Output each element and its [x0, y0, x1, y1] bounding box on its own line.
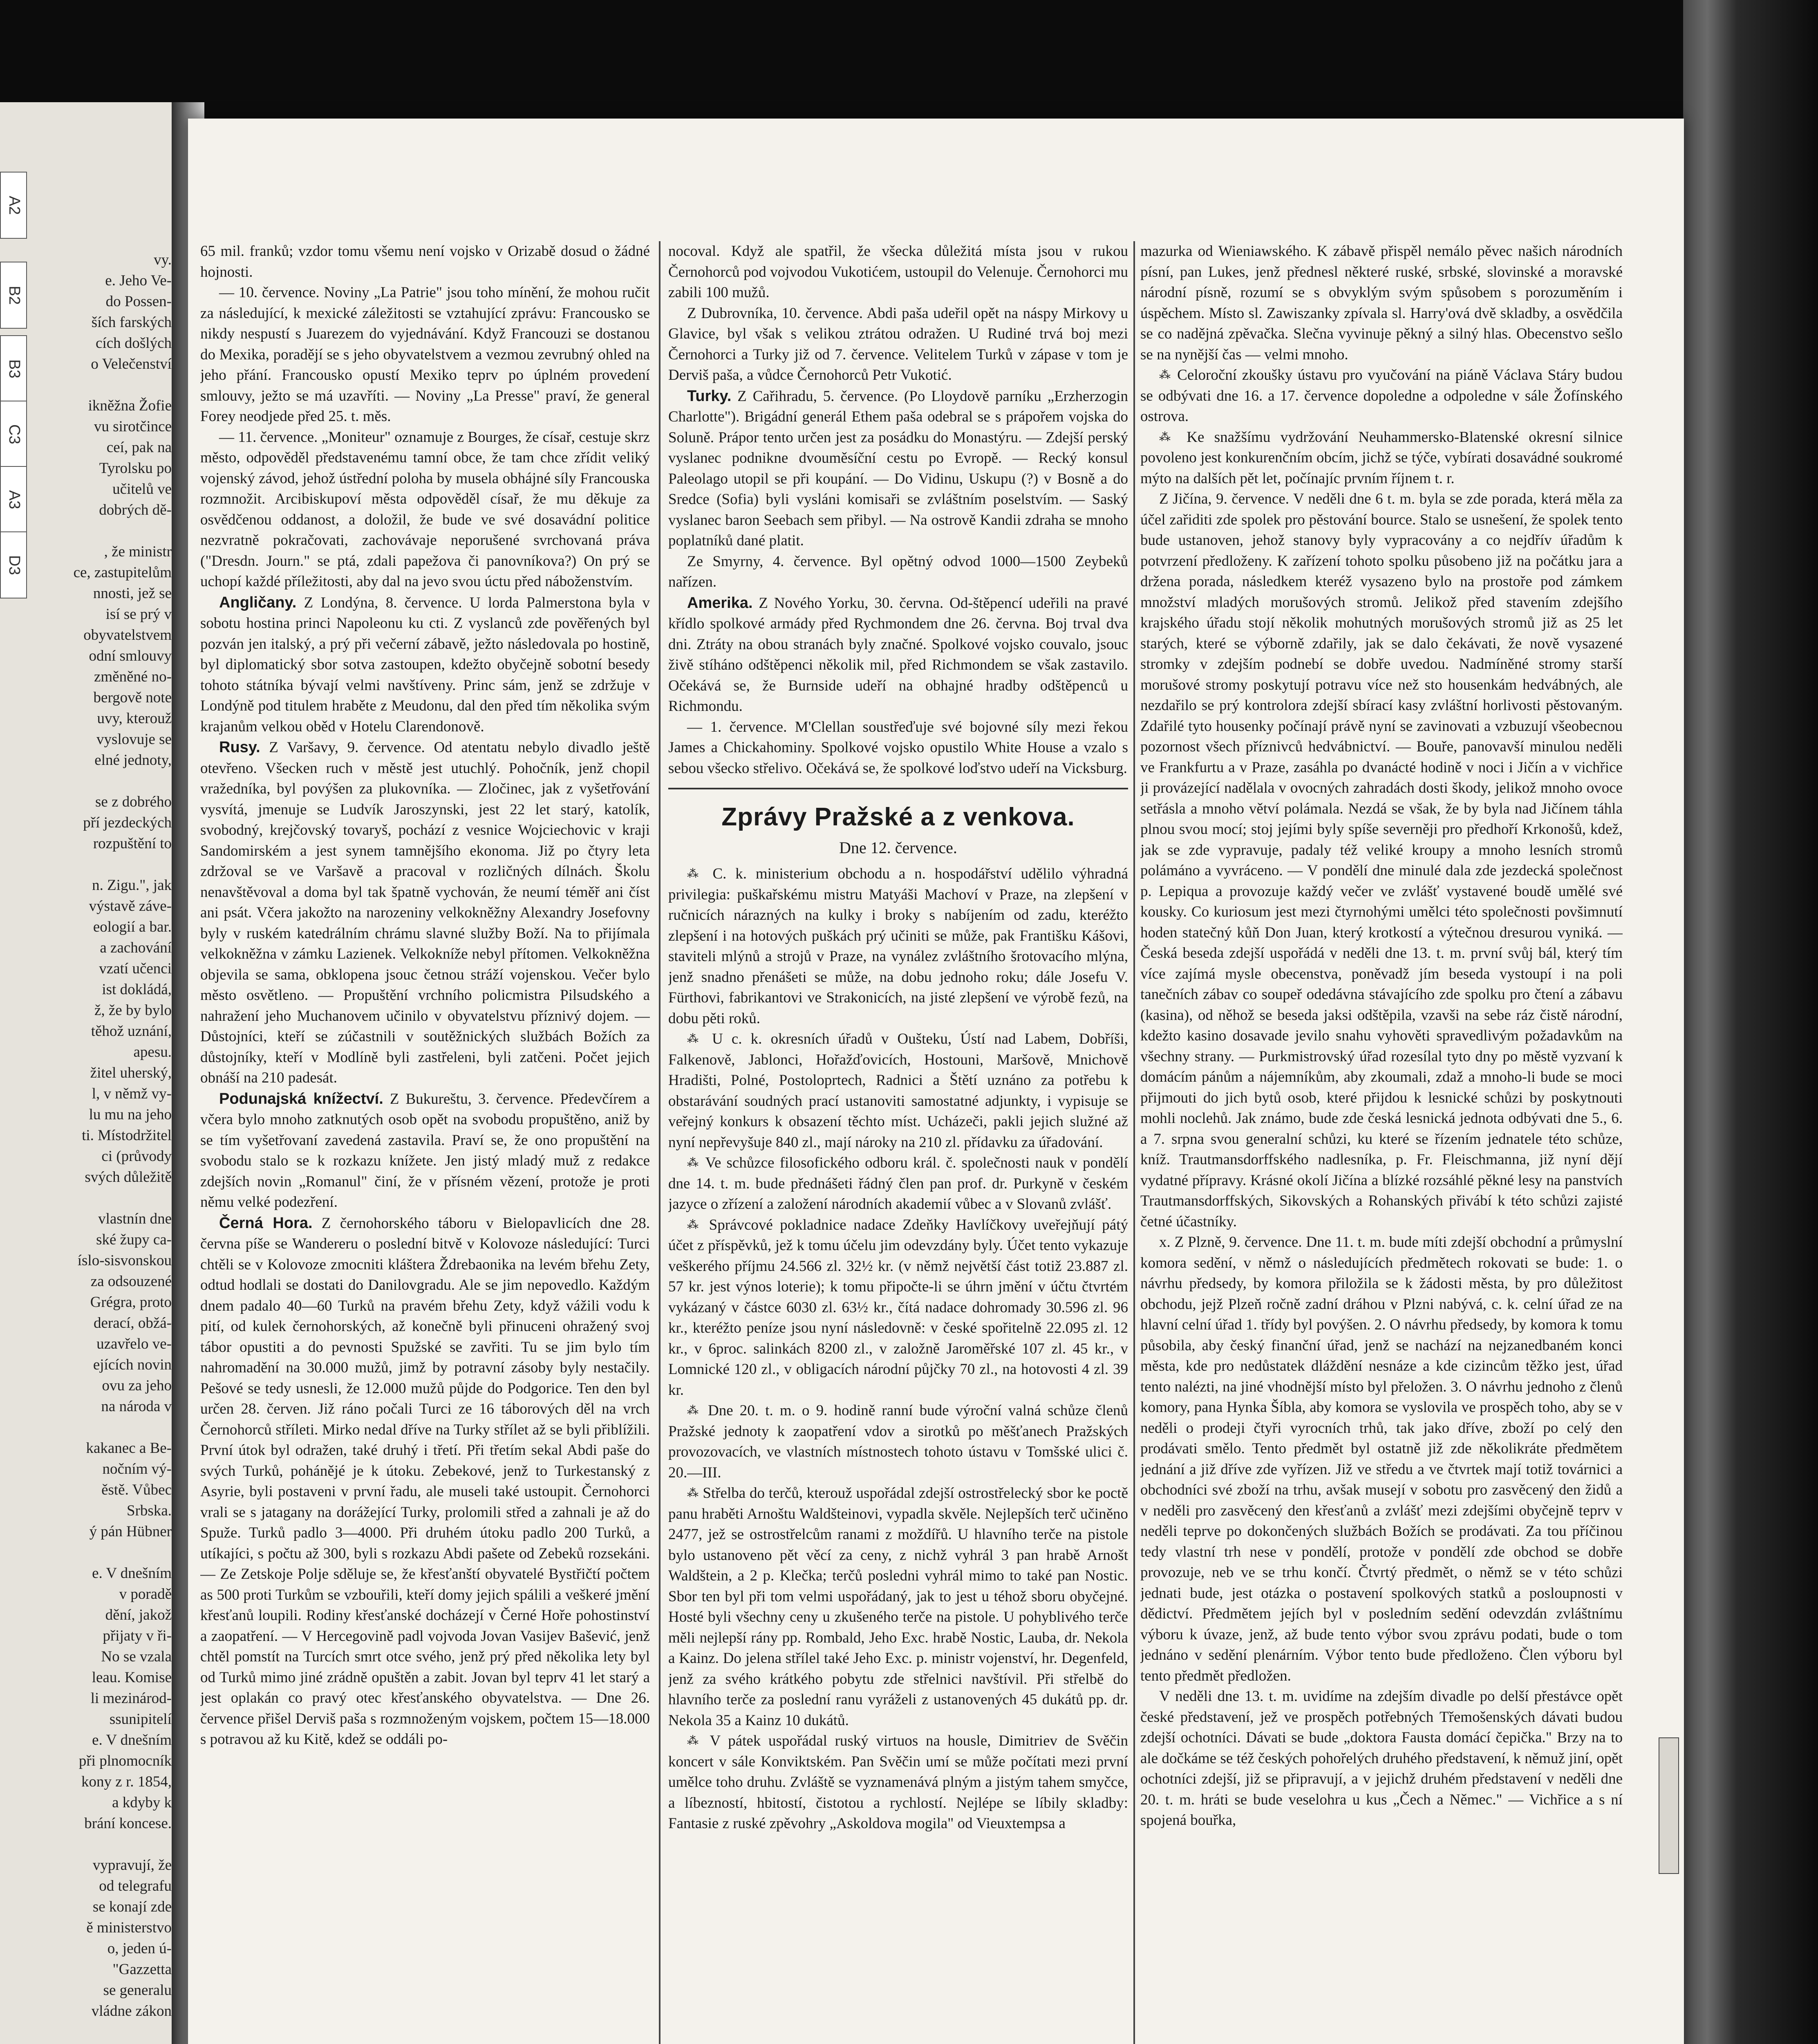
adjacent-text-line: bergově note — [93, 689, 172, 706]
paragraph-text: nocoval. Když ale spatřil, že všecka důležitá místa jsou v rukou Černohorců pod vojvodou Vukotićem, ustoupil do Velenuje. Černohorci mu zabili 100 mužů. — [668, 243, 1128, 301]
country-heading: Amerika. — [687, 594, 753, 612]
adjacent-text-line: a kdyby k — [112, 1794, 172, 1811]
adjacent-text-line: derací, obžá- — [93, 1315, 172, 1331]
adjacent-text-line: ti. Místodržitel — [82, 1127, 172, 1144]
registration-mark: A3 — [0, 466, 27, 533]
paragraph-text: Z Bukureštu, 3. července. Předevčírem a včera bylo mnoho zatknutých osob opět na svobodu propuštěno, aniž by se tím vyšetřovaní zavedená zastavila. Praví se, že ono propuštění na svobodu stalo se k rozkazu knížete. Jen jistý mladý muž z redakce zdejších novin „Romanul" činí, že v přísném vězení, protože je proti němu velké podezření. — [200, 1090, 650, 1210]
adjacent-text-line: brání koncese. — [84, 1815, 172, 1832]
adjacent-text-line: těhož uznání, — [91, 1023, 172, 1040]
adjacent-text-line: "Gazzetta — [112, 1961, 172, 1978]
adjacent-text-line: vyslovuje se — [96, 731, 172, 748]
column-rule — [659, 241, 660, 2044]
adjacent-text-line — [37, 1417, 172, 1438]
article-paragraph — [668, 1731, 1128, 1834]
adjacent-text-line: žitel uherský, — [90, 1065, 172, 1081]
adjacent-text-line: vzatí učenci — [99, 960, 172, 977]
paragraph-text: Z Jičína, 9. července. V neděli dne 6 t. m. byla se zde porada, která měla za účel zařiditi zde spolek pro pěstování bource. Stalo se usnešení, že spolek tento bude ustanoven, jehož stanovy byly vypracovány a co nejdřív úřadům k potvrzení předloženy. K zařízení tohoto spolku působeno již na počátku jara a držena porada, následkem kteréž vysazeno bylo na prostoře pod zámkem množství mladých morušových stromů. Jelikož před stavením zdejšího krajského úřadu stojí několik mohutných morušových stromů již as 25 let starých, které se výborně zdařily, jak se dalo čekávati, že nově vysazené stromky v zdejším podnebí se dobře uvedou. Nadmíněné stromy starší morušové stromy poskytují potravu více než sto housenkám hedvábných, ale nezdařilo se prý kontrolora zdejší sbírací kasy zvláštní horlivosti pěstovaným. Zdařilé tyto housenky počínají právě nyní se zavinovati a vzbuzují všeobecnou pozornost všech příznivců hedvábnictví. — Bouře, panovavší minulou neděli ve Frankfurtu a v Praze, zasáhla po dvanácté hodině v noci i Jičín a v vichřice ji provázející nadělala v ovocných zahradách dosti škody, jelikož mnoho ovoce setřásla a mnoho větví polámala. Nezdá se však, že by byla nad Jičínem táhla plnou svou mocí; stoj jejími byly spíše severněji pro předhoří Krkonošů, kdež, jak se zde vypravuje, padaly též veliké kroupy a mnoho lesních stromů polámáno a vyvráceno. — V pondělí dne minulé dala zde jezdecká společnost p. Lepiqua a provozuje každý večer ve zvlášť vystavené boudě umělé své kousky. Co kuriosum jest mezi čtyrnohými umělci této společnosti povšimnutí hoden statečný kůň Don Juan, který krotkostí a výtečnou dresurou vyniká. — Česká beseda zdejší uspořádá v neděli dne 13. t. m. první svůj bál, který tím více zajímá mysle obecenstva, poněvadž jím beseda vystoupí i na poli tanečních zábav co soupeř odedávna stávajícího zde spolku pro čtení a zábavu (kasina), od něhož se beseda jaksi odštěpila, vzavši na sebe ráz čistě národní, kdežto kasino dosavade jevilo snahu vyhověti spravedlivým požadavkům na všechny strany. — Purkmistrovský úřad rozesílal tyto dny po městě vyzvaní k domácím pánům a nájemníkům, aby zkoumali, zdaž a mnoho-li bude se moci přijmouti do jich bytů osob, které přijdou k lesnické schůzi by poskytnouti mohli noclehů. Jak známo, bude zde česká lesnická jednota odbývati dne 5., 6. a 7. srpna svou generalní schůzi, ku které se řízením jednatele této schůze, kníž. Trautmansdorffského nadlesníka, p. Fr. Fleischmanna, již nyní dějí vydatné přípravy. Krásné okolí Jičína a blízké rozsáhlé pěkné lesy na panstvích Trautmansdorffských, Sikovských a Rohanských přivábí k této schůzi zajisté četné účastníky. — [1140, 491, 1623, 1230]
adjacent-text-line: ž, že by bylo — [94, 1002, 172, 1019]
article-paragraph — [200, 1213, 650, 1750]
scanner-background-top — [0, 0, 1818, 119]
text-columns — [200, 241, 1672, 2044]
adjacent-text-line: íslo-sisvonskou — [77, 1252, 172, 1269]
adjacent-text-line: výstavě záve- — [89, 898, 172, 914]
article-paragraph — [1140, 1232, 1623, 1686]
adjacent-text-line: nnosti, jež se — [93, 585, 172, 602]
adjacent-page-strip — [0, 102, 176, 2044]
adjacent-text-line: dění, jakož — [105, 1607, 172, 1623]
adjacent-text-line: e. Jeho Ve- — [105, 272, 172, 289]
adjacent-text-line — [37, 1834, 172, 1855]
paragraph-text: Ve schůzce filosofického odboru král. č. společnosti nauk v pondělí dne 14. t. m. bude přednášeti řádný člen pan prof. dr. Purkyně v českém jazyce o zřízení a založení národních akademií vůbec a v Slovanů zvlášť. — [668, 1154, 1128, 1213]
adjacent-text-line: se konají zde — [92, 1898, 172, 1915]
paragraph-text: mazurka od Wieniawského. K zábavě přispěl nemálo pěvec našich národních písní, pan Lukes, jenž přednesl některé ruské, srbské, slovinské a moravské národní písně, rozumí se s obvyklým svým spůsobem s porozuměním i úspěchem. Místo sl. Zawiszanky zpívala sl. Harry'ová dvě skladby, a osvědčila se co nadějná zpěvačka. Slečna vyvinuje pěkný a silný hlas. Obecenstvo sešlo se na nynější čas — velmi mnoho. — [1140, 243, 1623, 363]
asterism-icon: ⁂ — [687, 1404, 701, 1417]
country-heading: Rusy. — [219, 739, 260, 756]
article-paragraph — [1140, 1686, 1623, 1831]
adjacent-text-line: změněné no- — [94, 668, 172, 685]
adjacent-text-line: e. V dnešním — [92, 1565, 172, 1582]
adjacent-text-line: ších farských — [91, 314, 172, 331]
paragraph-text: Z Dubrovníka, 10. července. Abdi paša udeřil opět na náspy Mirkovy u Glavice, byl však s velikou ztrátou odražen. U Rudiné trvá boj mezi Černohorci a Turky již od 7. července. Velitelem Turků v zápase v tom je Derviš paša, a vůdce Černohorců Petr Vukotić. — [668, 305, 1128, 383]
adjacent-text-line: dobrých dě- — [99, 502, 172, 518]
adjacent-text-line: ovu za jeho — [102, 1377, 172, 1394]
registration-mark: A2 — [0, 172, 27, 239]
adjacent-text-line: elné jednoty, — [94, 752, 172, 769]
adjacent-text-line: No se vzala — [101, 1648, 172, 1665]
country-heading: Angličany. — [219, 594, 297, 611]
adjacent-text-line: o, jeden ú- — [107, 1940, 172, 1957]
column-3 — [1140, 241, 1623, 2044]
article-paragraph — [200, 241, 650, 282]
adjacent-text-line: vypravují, že — [92, 1857, 172, 1874]
paragraph-text: U c. k. okresních úřadů v Oušteku, Ústí nad Labem, Dobříši, Falkenově, Jablonci, Hořažďovicích, Hostouni, Maršově, Mnichově Hradišti, Polné, Postoloprtech, Radnici a Štětí uznáno za potřebu k obstarávání soudných prací ustanoviti samostatné adjunkty, i vypisuje se veřejný konkurs k obsazení těchto míst. Ucházeči, pakli jejich služné až nyní nepřevyšuje 840 zl., mají nároky na 210 zl. přídavku za úřadování. — [668, 1031, 1128, 1151]
country-heading: Turky. — [687, 387, 732, 405]
adjacent-text-line: nočním vý- — [102, 1461, 172, 1477]
adjacent-text-line: rozpuštění to — [93, 835, 172, 852]
adjacent-text-line: se z dobrého — [95, 793, 172, 810]
paragraph-text: V pátek uspořádal ruský virtuos na housle, Dimitriev de Svěčin koncert v sále Konviktském. Pan Svěčin umí se může počítati mezi první umělce toho druhu. Zvláště se vyznamenává plným a jistým tahem smyčce, a líbezností, hbitostí, čistotou a rychlostí. Nejlépe se líbily skladby: Fantasie z ruské zpěvohry „Askoldova mogila" od Vieuxtempsa a — [668, 1732, 1128, 1832]
adjacent-text-line: uzavřelo ve- — [96, 1336, 172, 1352]
adjacent-text-line: kakanec a Be- — [86, 1440, 172, 1457]
section-date: Dne 12. července. — [839, 838, 957, 857]
adjacent-text-line: ce, zastupitelům — [73, 564, 172, 581]
adjacent-text-line: apesu. — [133, 1044, 172, 1060]
article-paragraph — [1140, 365, 1623, 427]
article-paragraph — [200, 1089, 650, 1213]
adjacent-text-line: Tyrolsku po — [99, 460, 172, 477]
adjacent-text-line: v poradě — [119, 1586, 172, 1602]
paragraph-text: C. k. ministerium obchodu a n. hospodářství udělilo výhradná privilegia: puškařskému mistru Matyáši Machoví v Praze, na zlepšení v ručnicích nárazných na kulky i broky s nabíjením od zadu, kteréžto zlepšení i na hotových puškách prý učiniti se může, pak Františku Kášovi, staviteli mlýnů a strojů v Praze, na vynález zvláštního šrotovacího mlýna, jenž snadno přenášeti se může, na dobu jednoho roku; dále Josefu V. Fürthovi, fabrikantovi ve Strakonicích, na jisté zlepšení ve výrobě fezů, na dobu pěti roků. — [668, 865, 1128, 1027]
paragraph-text: — 11. července. „Moniteur" oznamuje z Bourges, že císař, cestuje skrz město, odpověděl představenému tamní obce, že tam chce zřídit veliký vojenský závod, jehož ústřední poloha by musela obhájné síly Francouska rozmnožit. Arcibiskupoví města odpověděl císař, že mu děkuje za osvědčenou oddanost, a doložil, že bude ve své dosavádní politice nezvratně pokračovati, zachovávaje neporušené svrchovaná práva ("Dresdn. Journ." se ptá, zdali papežova či panovníkova?) On prý se uchopí každé příležitosti, aby dal na jevo svou úctu před náboženstvím. — [200, 428, 650, 590]
adjacent-text-line: ské župy ca- — [96, 1231, 172, 1248]
adjacent-text-line — [37, 1542, 172, 1563]
registration-marks — [0, 172, 29, 2044]
adjacent-text-line: svých důležitě — [85, 1169, 172, 1186]
section-divider — [668, 788, 1128, 789]
paragraph-text: Z Nového Yorku, 30. června. Od-štěpencí udeřili na pravé křídlo spolkové armády před Rychmondem dne 26. června. Boj trval dva dni. Ztráty na obou stranách byly značné. Spolkové vojsko couvalo, jsouc živě stíháno odštěpenci několik mil, před Richmondem se však zastavilo. Očekává se, že Burnside udeří na obhajné hradby odštěpenců u Richmondu. — [668, 594, 1128, 715]
adjacent-text-line: a zachování — [100, 939, 172, 956]
adjacent-text-line: cích došlých — [96, 335, 172, 352]
adjacent-page-text — [37, 249, 172, 2044]
paragraph-text: Z černohorského táboru v Bielopavlicích dne 28. června píše se Wandereru o poslední bitvě v Kolovoze následující: Turci chtěli se v Kolovoze zmocniti kláštera Ždrebaonika na levém břehu Zety, odtud hodlali se dostati do Danilovgradu. Ale se jim nepovedlo. Každým dnem padalo 40—60 Turků na pravém břehu Zety, když vážili vodu k pití, od kulek černohorských, až konečně byli přinuceni ohražený svoj tábor opustiti a do pevnosti Spužské se zavřiti. Tu se jim bylo tím nahromadění na 30.000 mužů, jimž by potravní zásoby byly nestačily. Pešové se tedy usnesli, že 12.000 mužů půjde do Podgorice. Ten den byl určen 28. červen. Již ráno počali Turci ze 16 táborových děl na vrch Černohorců stříleti. Mirko nedal dříve na Turky střílet až se byli přiblížili. První útok byl odražen, také druhý i třetí. Při třetím sekal Abdi paše do svých Turků, pohánějé je k útoku. Zebekové, jenž to Turkestanský z Asyrie, byli postaveni v první řadu, ale museli také ustoupit. Černohorci vrali se s jatagany na dorážející Turky, prolomili střed a zahnali je až do Spuže. Turků padlo 3—4000. Při druhém útoku padlo 200 Turků, a utíkajíci, s počtu až 300, byli s rozkazu Abdi pašete od Zebeků rozsekáni. — Ze Zetskoje Polje sděluje se, že křesťanští obyvatelé Bystřičtí počtem as 500 proti Turkům se vzbouřili, kteří domy jejich spálili a veškeré jmění křesťanů loupili. Rodiny křesťanské docházejí v Černé Hoře pohostinství a zaopatření. — V Hercegovině padl vojvoda Jovan Vasijev Bašević, jenž chtěl pomstít na Turcích smrt otce svého, jenž prý před několika lety byl od Turků mimo jiné zrádně opuštěn a zabit. Jovan byl teprv 41 let starý a jest oplakán co pravý otec křesťanského obyvatelstva. — Dne 26. července přišel Derviš paša s rozmnoženým vojskem, počtem 15—18.000 s potravou až ku Kitě, kdež se oddáli po- — [200, 1215, 650, 1748]
asterism-icon: ⁂ — [687, 1218, 702, 1231]
adjacent-text-line: vládne zákon — [91, 2003, 172, 2019]
paragraph-text: Dne 20. t. m. o 9. hodině ranní bude výroční valná schůze členů Pražské jednoty k zaopatření vdov a sirotků po měšťanech Pražských provozovacích, ve vlastních místnostech tohoto ústavu v Tomšské ulici č. 20.—III. — [668, 1402, 1128, 1481]
adjacent-text-line: isí se prý v — [105, 606, 172, 623]
adjacent-text-line: kony z r. 1854, — [81, 1773, 172, 1790]
asterism-icon: ⁂ — [687, 1033, 703, 1045]
article-paragraph — [668, 1153, 1128, 1215]
adjacent-text-line: přijaty v ři- — [103, 1627, 172, 1644]
article-paragraph — [668, 1483, 1128, 1731]
paragraph-text: Ke snažšímu vydržování Neuhammersko-Blatenské okresní silnice povoleno jest konkurenčním obcím, jichž se týče, vybírati dosavádné soukromé mýto na dalších pět let, počínajíc prvním říjnem t. r. — [1140, 428, 1623, 487]
adjacent-text-line: vu sirotčince — [94, 418, 172, 435]
article-paragraph — [668, 551, 1128, 593]
paragraph-text: Střelba do terčů, kterouž uspořádal zdejší ostrostřelecký sbor ke poctě panu hraběti Arnoštu Waldšteinovi, vypadla skvěle. Nejlepších terč učiněno 2477, jež se ostrostřelcům ranami z moždířů. U hlavního terče na pistole bylo ustanoveno pět věcí za ceny, z nichž vyhrál 3 pan hrabě Arnošt Waldštein, a 2 p. Klečka; terčů posledni vyhrál mimo to také pan Nostic. Sbor ten byl při tom velmi uspořádaný, jak to jest u téhož sboru obyčejné. Hosté byli všechny ceny u zkušeného terče na pistole. U pohyblivého terče měli nejlepší rány pp. Rombald, Jeho Exc. hrabě Nostic, Lauba, dr. Nekola a Kainz. Do jelena střílel také Jeho Exc. p. ministr vojenství, hr. Degenfeld, jenž za svého krátkého pobytu zde střelnici navštívil. Při střelbě do hlavního terče za poslední ranu vyráželi z ustanovených 45 dukátů pp. dr. Nekola 35 a Kainz 10 dukátů. — [668, 1485, 1128, 1729]
article-paragraph — [668, 1401, 1128, 1483]
adjacent-text-line: od telegrafu — [99, 1878, 172, 1894]
adjacent-text-line: do Possen- — [105, 293, 172, 310]
adjacent-text-line — [37, 2042, 172, 2044]
registration-mark: B3 — [0, 335, 27, 402]
asterism-icon: ⁂ — [687, 1156, 700, 1169]
article-paragraph — [668, 303, 1128, 386]
adjacent-text-line: ist dokládá, — [102, 981, 172, 998]
article-paragraph — [200, 282, 650, 427]
adjacent-text-line: , že ministr — [104, 543, 172, 560]
paragraph-text: V neděli dne 13. t. m. uvidíme na zdejším divadle po delší přestávce opět české představení, jež ve prospěch potřebných Třemošenských dávati budou zdejší ochotníci. Dávati se bude „doktora Fausta domácí čepička." Brzy na to ale dočkáme se též českých pohořelých druhého představení, k němuž jiní, opět ochotníci zdejší, již se připravují, a v jejichž druhém představení v neděli dne 20. t. m. hráti se bude veselohra u kus „Čech a Němec." — Vichřice a s ní spojená bouřka, — [1140, 1688, 1623, 1829]
adjacent-text-line: na národa v — [101, 1398, 172, 1415]
adjacent-text-line: ceí, pak na — [106, 439, 172, 456]
article-paragraph — [668, 1029, 1128, 1153]
registration-mark: D3 — [0, 531, 27, 598]
adjacent-text-line: učitelů ve — [112, 481, 172, 498]
article-paragraph — [668, 593, 1128, 717]
asterism-icon: ⁂ — [687, 1487, 699, 1499]
adjacent-text-line: vlastnín dne — [98, 1210, 172, 1227]
article-paragraph — [668, 1215, 1128, 1401]
adjacent-text-line — [37, 854, 172, 875]
asterism-icon: ⁂ — [687, 1735, 703, 1747]
adjacent-text-line: leau. Komise — [92, 1669, 172, 1686]
paragraph-text: x. Z Plzně, 9. července. Dne 11. t. m. bude míti zdejší obchodní a průmyslní komora sedění, v němž o následujících předmětech rokovati se bude: 1. o návrhu předsedy, by komora přiložila se k žádosti města, by pro důležitost obchodu, jejž Plzeň ročně zadní dráhou v Plzni nabývá, c. k. celní úřad ze na hlavní celní úřad 1. třídy byl povýšen. 2. O návrhu předsedy, by komora k tomu působila, aby český finanční úřad, jenž se nachází na nejzanedbaném konci města, kde pro nedůstatek dláždění nesnáze a kde cizincům těžko jest, úřad tento nalézti, na jiné vhodnější místo byl přeložen. 3. O návrhu jednoho z členů komory, pana Hynka Šíbla, aby komora se vyslovila ve prospěch toho, aby se v neděli o prodeji čtyři vyrocních trhů, tak jako dříve, zboží po celý den prodávati smělo. Tento předmět byl ostatně již zde několikráte předmětem jednání a již dříve zde vyřízen. Již ve středu a ve čtvrtek mají totiž továrnici a obchodníci své zboží na trhu, avšak musejí v sobotu pro zasvěcený den židů a v neděli pro zasvěcený den křesťanů a zvlášť mezi zdejšími obyčejně teprv v neděli teprve po dokončených službách Božích se prodávati. Za tou příčinou tedy vlastní trh nese v pondělí, protože v pondělí zde obchod se dobře provozuje, neb ve se trhu končí. Čtvrtý předmět, o němž se v této schůzi jednati bude, jest otázka o postavení spolkových statků a posloupnosti v dědictví. Předmětem jejích byl v posledním sedění odevzdán zvláštnímu výboru k úvaze, jenž, až bude tento výbor svou zprávu podati, bude o tom jednáno v sedění plenárním. Výbor tento bude předloženo. Člen výboru byl tento předmět předložen. — [1140, 1234, 1623, 1684]
adjacent-text-line: ci (průvody — [101, 1148, 172, 1165]
adjacent-text-line: l, v němž vy- — [92, 1085, 172, 1102]
adjacent-text-line: ý pán Hübner — [89, 1523, 172, 1540]
adjacent-text-line: eologií a bar. — [93, 919, 172, 935]
article-paragraph — [1140, 427, 1623, 489]
paragraph-text: — 10. července. Noviny „La Patrie" jsou toho mínění, že mohou ručit za následující, k mexické záležitosti se vztahující zprávu: Francousko se nikdy nespustí s Juarezem do vyjednávání. Když Francouzi se dostanou do Mexika, poradějí se s jeho obyvatelstvem a vezmou zevrubný ohled na jeho přání. Francousko opustí Mexiko teprv po úplném provedení smlouvy, ježto se má uzavříti. — Noviny „La Presse" praví, že general Forey neodjede před 25. t. měs. — [200, 284, 650, 425]
registration-mark: C3 — [0, 401, 27, 468]
asterism-icon: ⁂ — [1159, 369, 1172, 381]
archive-edge-marker — [1659, 1737, 1679, 1874]
adjacent-text-line: uvy, kterouž — [97, 710, 172, 727]
country-heading: Černá Hora. — [219, 1214, 313, 1232]
adjacent-text-line: obyvatelstvem — [83, 627, 172, 643]
paragraph-text: 65 mil. franků; vzdor tomu všemu není vojsko v Orizabě dosud o žádné hojnosti. — [200, 243, 650, 280]
adjacent-text-line: při plnomocník — [78, 1753, 172, 1769]
adjacent-text-line — [37, 2022, 172, 2042]
column-1 — [200, 241, 650, 2044]
article-paragraph — [200, 427, 650, 592]
adjacent-text-line: li mezinárod- — [90, 1690, 172, 1707]
adjacent-text-line: ě ministerstvo — [86, 1919, 172, 1936]
adjacent-text-line: se generalu — [103, 1982, 172, 1999]
adjacent-text-line: odní smlouvy — [89, 648, 172, 664]
registration-mark: B2 — [0, 262, 27, 329]
asterism-icon: ⁂ — [1159, 430, 1177, 444]
column-rule — [1133, 241, 1135, 2044]
adjacent-text-line: ěstě. Vůbec — [101, 1481, 172, 1498]
adjacent-text-line: lu mu na jeho — [89, 1106, 172, 1123]
adjacent-text-line: pří jezdeckých — [83, 814, 172, 831]
adjacent-text-line: ssunipitelí — [109, 1711, 172, 1728]
adjacent-text-line: vy. — [154, 251, 172, 268]
scanner-background-right — [1683, 0, 1818, 2044]
article-paragraph — [668, 717, 1128, 779]
paragraph-text: Správcové pokladnice nadace Zdeňky Havlíčkovy uveřejňují pátý účet z příspěvků, jež k tomu účelu jim odevzdány byly. Účet tento vykazuje veškerého příjmu 24.566 zl. 32½ kr. (v němž největší část totiž 23.887 zl. 57 kr. jest výnos loterie); k tomu připočte-li se úhrn jmění v účtu čtvrtém vykázaný v částce 6030 zl. 63½ kr., čítá nadace dohromady 30.596 zl. 96 kr., kteréžto peníze jsou nyní následovně: v české spořitelně 22.095 zl. 12 kr., v 6proc. salinkách 8200 zl., v založně Jaroměřské 107 zl. 45 kr., v Lomnické 120 zl., v obligacích národní půjčky 70 zl., na hotovosti 4 zl. 39 kr. — [668, 1216, 1128, 1399]
article-paragraph — [200, 737, 650, 1089]
paragraph-text: Z Cařihradu, 5. července. (Po Lloydově parníku „Erzherzogin Charlotte"). Brigádní generál Ethem paša odebral se s prápořem vojska do Soluně. Prápor tento určen jest za posádku do Monastýru. — Zdejší perský vyslanec podnikne dvouměsíční cestu po Evropě. — Recký konsul Paleolago utopil se při koupání. — Do Vidinu, Uskupu (?) v Bosně a do Sredce (Sofia) byli vysláni komisaři se zvláštním poselstvím. — Saský vyslanec baron Seebach sem přibyl. — Na ostrově Kandii zdraha se mnoho poplatníků dané platit. — [668, 388, 1128, 549]
article-paragraph — [200, 592, 650, 737]
newspaper-page — [188, 119, 1684, 2044]
adjacent-text-line — [37, 520, 172, 541]
paragraph-text: Ze Smyrny, 4. července. Byl opětný odvod 1000—1500 Zeybeků nařízen. — [668, 553, 1128, 590]
adjacent-text-line: ejících novin — [93, 1356, 172, 1373]
country-heading: Podunajská knížectví. — [219, 1090, 383, 1107]
paragraph-text: Celoroční zkoušky ústavu pro vyučování na piáně Václava Stáry budou se odbývati dne 16. a 17. července dopoledne a odpoledne v sále Žofínského ostrova. — [1140, 367, 1623, 425]
paragraph-text: Z Varšavy, 9. července. Od atentatu nebylo divadlo ještě otevřeno. Všecken ruch v městě jest utuchlý. Pohočník, jenž chopil vražedníka, byl povýšen za plukovníka. — Zločinec, jak z vyšetřování vysvítá, jmenuje se Ludvík Jaroszynski, jest 22 let starý, katolík, svobodný, krejčovský tovaryš, pochází z vesnice Wojciechovic v kraji Sandomirském a jest synem tamnějšího ekonoma. Již po čtyry leta zdržoval se ve Varšavě a pracoval v rozličných dílnách. Školu nenavštěvoval a doma byl tak špatně vychován, že neumí téměř ani číst ani psát. Včera jakožto na narozeniny velkokněžny Alexandry Josefovny byly v ruském katedrálním chrámu slavné služby Boží. Na to přijímala velkokněžna v zámku Lazienek. Velkokníže nebyl přítomen. Velkokněžna objevila se sama, obklopena jsouc četnou stráží vojenskou. Večer bylo město osvětleno. — Propuštění vrchního policmistra Pilsudského a nahražení jeho Muchanovem učinilo v obyvatelstvu příznivý dojem. — Důstojníci, kteří se zúčastnili v soutěžnických službách Božích za důstojníky, kteří v Modlíně byli zastřeleni, byli zatčeni. Počet jejich obnáší na 210 padesát. — [200, 739, 650, 1086]
article-paragraph — [668, 864, 1128, 1029]
paragraph-text: Z Londýna, 8. července. U lorda Palmerstona byla v sobotu hostina princi Napoleonu ku cti. Z vyslanců zde pověřených byl pozván jen italský, a prý při večerní zábavě, ježto následovala po hostině, byl diplomatický sbor sotva zastoupen, kdežto obyčejně sobotní besedy tohoto státníka bývají velmi navštíveny. Princ sám, jenž se zdržuje v Londýně pod titulem hraběte z Meudonu, dal den před tím několika svým krajanům velkou oběd v Hotelu Clarendonově. — [200, 594, 650, 735]
article-paragraph — [668, 386, 1128, 551]
adjacent-text-line: Grégra, proto — [90, 1294, 172, 1311]
column-2 — [668, 241, 1128, 2044]
adjacent-text-line: o Velečenství — [91, 356, 172, 372]
adjacent-text-line — [37, 771, 172, 791]
section-heading: Zprávy Pražské a z venkova. — [721, 803, 1075, 831]
article-paragraph — [1140, 489, 1623, 1232]
adjacent-text-line: Srbska. — [127, 1502, 172, 1519]
asterism-icon: ⁂ — [687, 867, 704, 880]
adjacent-text-line: ikněžna Žofie — [88, 397, 172, 414]
adjacent-text-line — [37, 1188, 172, 1208]
article-paragraph — [668, 241, 1128, 303]
adjacent-text-line: n. Zigu.", jak — [92, 877, 172, 894]
adjacent-text-line: za odsouzené — [90, 1273, 172, 1290]
paragraph-text: — 1. července. M'Clellan soustřeďuje své bojovné síly mezi řekou James a Chickahominy. Spolkové vojsko opustilo White House a vzalo s sebou všecko střelivo. Očekává se, že spolkové loďstvo udeří na Vicksburg. — [668, 718, 1128, 777]
adjacent-text-line: e. V dnešním — [92, 1732, 172, 1748]
adjacent-text-line — [37, 374, 172, 395]
article-paragraph — [1140, 241, 1623, 365]
